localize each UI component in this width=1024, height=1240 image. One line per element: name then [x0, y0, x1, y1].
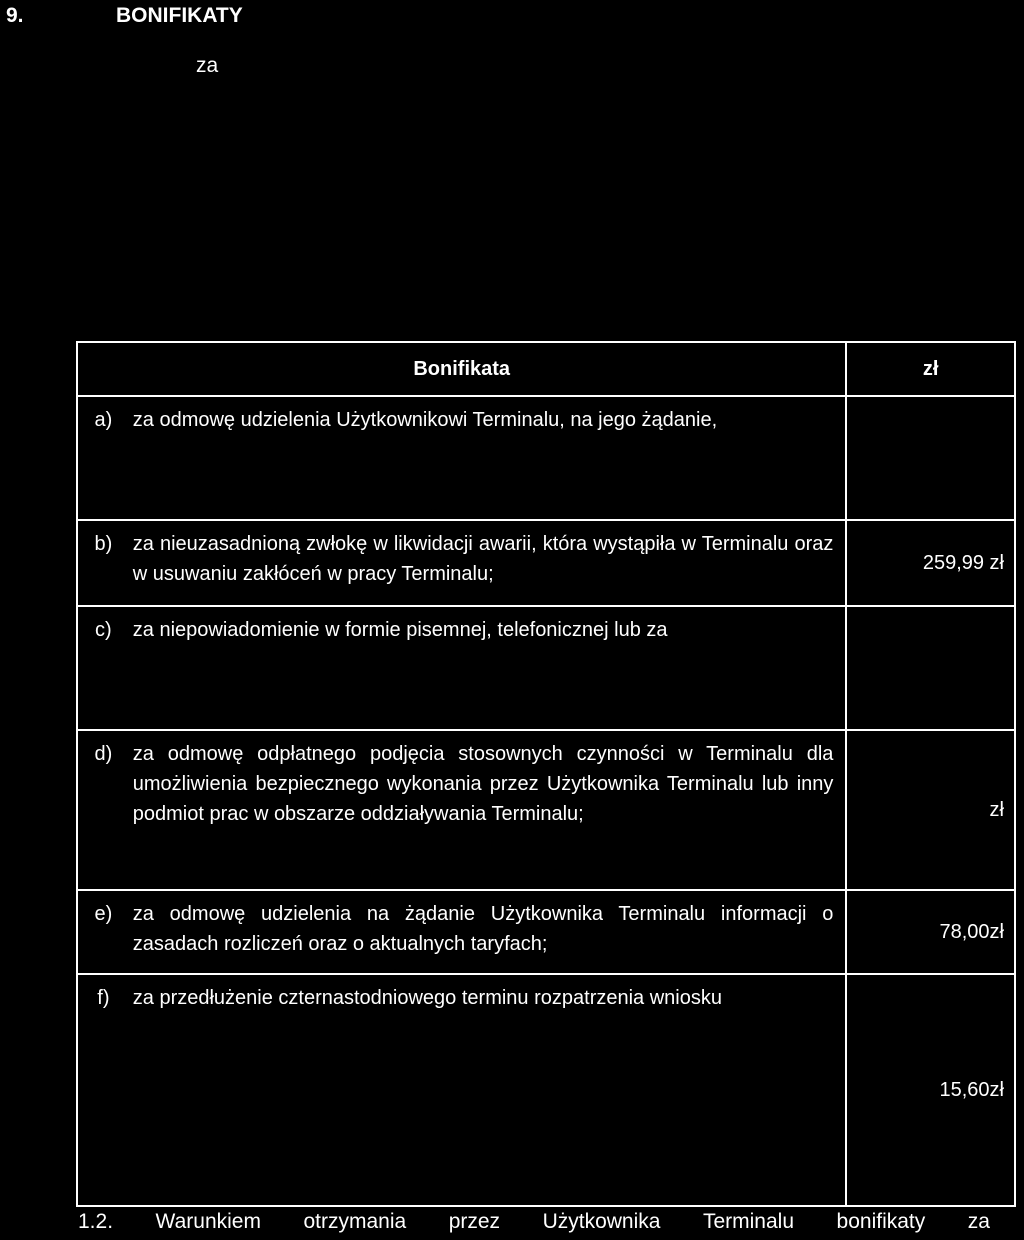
- table-row: [77, 974, 1015, 1206]
- row-letter: b): [77, 520, 129, 606]
- row-text: za odmowę udzielenia Użytkownikowi Terminalu, na jego żądanie,: [129, 396, 847, 520]
- header-amount: zł: [846, 342, 1015, 396]
- table-row: [77, 730, 1015, 890]
- row-letter: c): [77, 606, 129, 730]
- row-letter: a): [77, 396, 129, 520]
- row-letter: e): [77, 890, 129, 974]
- section-number: 9.: [6, 4, 24, 27]
- footer-number: 1.2.: [78, 1210, 114, 1233]
- row-letter: d): [77, 730, 129, 890]
- footer-word: Terminalu: [702, 1210, 795, 1233]
- row-amount: 78,00zł: [846, 890, 1015, 974]
- table-row: [77, 606, 1015, 730]
- header-bonus: Bonifikata: [77, 342, 846, 396]
- table-row: [77, 890, 1015, 974]
- footer-word: Użytkownika: [542, 1210, 661, 1233]
- row-amount: zł: [846, 730, 1015, 890]
- section-title: BONIFIKATY: [116, 4, 243, 27]
- row-amount: [846, 606, 1015, 730]
- row-text: za odmowę odpłatnego podjęcia stosownych czynności w Terminalu dla umożliwienia bezpiecznego wykonania przez Użytkownika Terminalu lub inny podmiot prac w obszarze oddziaływania Terminalu;: [129, 730, 847, 890]
- row-text: za odmowę udzielenia na żądanie Użytkownika Terminalu informacji o zasadach rozliczeń oraz o aktualnych taryfach;: [129, 890, 847, 974]
- row-text: za niepowiadomienie w formie pisemnej, telefonicznej lub za: [129, 606, 847, 730]
- table-row: [77, 396, 1015, 520]
- footer-word: przez: [448, 1210, 501, 1233]
- table-header-row: [77, 342, 1015, 396]
- row-text: za przedłużenie czternastodniowego terminu rozpatrzenia wniosku: [129, 974, 847, 1206]
- row-text: za nieuzasadnioną zwłokę w likwidacji awarii, która wystąpiła w Terminalu oraz w usuwaniu zakłóceń w pracy Terminalu;: [129, 520, 847, 606]
- row-letter: f): [77, 974, 129, 1206]
- table-row: [77, 520, 1015, 606]
- footer-word: Warunkiem: [155, 1210, 261, 1233]
- row-amount: [846, 396, 1015, 520]
- intro-text: za: [196, 54, 219, 77]
- bonus-table: [76, 341, 1016, 1207]
- footer-word: otrzymania: [303, 1210, 407, 1233]
- footer-word: za: [967, 1210, 990, 1233]
- row-amount: 15,60zł: [846, 974, 1015, 1206]
- footer-line: [78, 1210, 990, 1234]
- row-amount: 259,99 zł: [846, 520, 1015, 606]
- footer-word: bonifikaty: [836, 1210, 926, 1233]
